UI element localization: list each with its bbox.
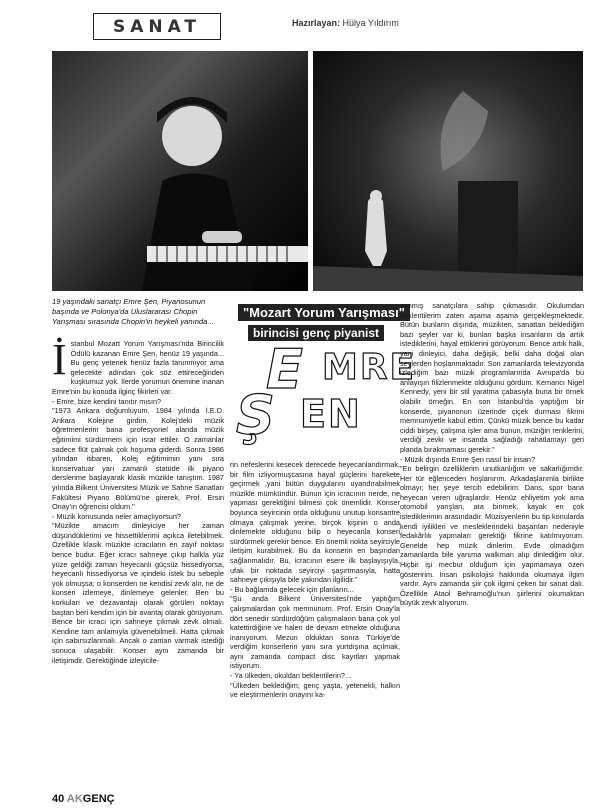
answer-2: "Müzikte amacım dinleyiciye her zaman düşündüklerimi ve hissettiklerimi açıkca iletebilmek. Özellikle klasik müzikte icracıların en zayıf noktası bence budur. Eğer icracı sahneye çıkıp halkla yüz yüze geldiği zaman heyecanlı güçsüz hissediyorsa, heyecanlı hissediyorsa ve içindeki istek bu sebeple yok olmuşsa; o konserden ne kendisi zevk alır, ne de konseri izlemeye, dinlemeye gelenler. Ben bu korkuları ve dezavantajı olarak görülen noktayı baştan beri kendim için bir avantaj olarak görüyorum. Bence bir icracı için sahneye çıkmak zevk olmalı. Kendine tam anlamıyla güvenebilmeli. Hatta çıkmak için sabırsızlanmalı. Ancak o zaman varmak istediği sonuca ulaşabilir. Konser aynı zamanda bir iletişimdir. Gerektiğinde izleyicile- <box>52 521 224 665</box>
article-column-3 <box>400 301 584 608</box>
byline <box>292 18 399 28</box>
answer-1: "1973 Ankara doğumluyum. 1984 yılında İ.E.D. Ankara Kolejine girdim. Kolej'deki müzik öğretmenlerim bana profesyonel alanda müzik eğitimimi sürdürmem için ısrar ettiler. O zamanlar sadece flüt çalmak çok hoşuma giderdi. Sonra 1986 yılından itibaren, Kolej eğitimimin yanı sıra konservatuar yarı zamanlı statüde ilk piyano derslerime başlayarak klasik müzikle tanıştım. 1987 yılında Bilkent Üniversitesi Müzik ve Sahne Sanatları Fakültesi Piyano Bölümü'ne girerek, Prof. Ersin Onay'ın öğrencisi oldum." <box>52 406 224 512</box>
title-line-2: birincisi genç piyanist <box>248 325 384 341</box>
question-2: - Müzik konusunda neler amaçlıyorsun? <box>52 511 181 521</box>
drop-cap: İ <box>52 335 67 384</box>
name-initial-2: Ş <box>236 384 275 447</box>
article-title <box>230 302 418 447</box>
question-4: - Ya ülkeden, okuldan beklentilerin?... <box>230 671 352 681</box>
photo-pianist <box>52 51 308 291</box>
name-rest-1: MRE <box>322 347 417 388</box>
section-title: SANAT <box>112 16 202 37</box>
page-footer <box>52 793 115 805</box>
question-5: - Müzik dışında Emre Şen nasıl bir insan? <box>400 454 536 464</box>
answer-4-cont: zanmış sanatçılara sahip çıkmasıdır. Okulumdan beklentilerim zaten aşama aşama gerçekleşmektedir. Bütün bunların dışında, müzikten, sanattan beklediğim bazı şeyler var ki, bunları başka insanların da artık istediklerini, hayal ettiklerini görüyorum. Bence artık halk, yani dinleyici, daha değişik, belki daha doğal olan seylerden hoşlanmaktadır. Son zamanlarda televizyonda izlediğim bazı müzik programlarında Avrupa'da bu anlayışın filizlenmekte olduğunu gördüm. Kemancı Nigel Kennedy, yeni bir stil yaratma çabasıyla buna bir örnek olabilir örneğin. En son İstanbul'da yaptığım bir konserde, piyanonun üzerinde çiçek durması fikrini memnuniyetle kabul ettim. Çünkü müzik bence bu kadar ciddi birşey, çalışma işler ama bunun, müziğin renklerini, verdiği zevki ve insanda sağladığı rahatlamayı geri planda bırakmaması gerekir." <box>400 301 584 454</box>
statue-illustration <box>313 51 583 291</box>
answer-3: "Şu anda Bilkent Üniversitesi'nde yaptığım çalışmalardan çok memnunum. Prof. Ersin Onay'la dört senedir sürdürdüğüm çalışmaların bana çok yol katettirdiğine ve halen de devam etmekte olduğuna inanıyorum. Mezun olduktan sonra Türkiye'de verdiğim konserlerin yanı sıra yurtdışına açılmak, aynı zamanda compact disc kayıtları yapmak istiyorum. <box>230 594 400 671</box>
name-initial-1: E <box>266 338 303 401</box>
pianist-illustration <box>52 51 308 291</box>
answer-5: "En belirgin özelliklerim unutkanlığım ve sakarlığımdır. Her tür eğlenceden hoşlanırım. Arkadaşlarımla birlikte olmayı; her şeye tercih edebilirim. Dans, spor bana heyecan veren uğraşlardır. Henüz ehliyetim yok ama otomobil yarışları, ata binmek, kayak en çok istediklerimin arasındadır. Müzisyenlerin bu tip konularda kendi iyilikleri ve mesleklerindeki başarıları nedeniyle fedakârlık yapmaları gerektiği fikrine katılmıyorum. Genelde hep müzik dinlerim. Evde olmadığım zamanlarda bile yanıma walkman alıp dinlediğim olur. Hiçbir işi mecbur olduğum için yapmamaya özen gösteririm. İnsan psikolojisi hakkında okumaya ilgim vardır. Aynı zamanda şiir çok ilgimi çeken bir sanat dalı. Özellikle Ataol Behramoğlu'nun şiirlerini okumaktan büyük zevk alıyorum. <box>400 464 584 608</box>
brand-genc: GENÇ <box>82 793 115 805</box>
article-column-2 <box>230 460 400 700</box>
photo-chopin-statue <box>313 51 583 291</box>
answer-4: "Ülkeden beklediğim; genç yaşta, yetenekli, halkın ve eleştirmenlerin onayını ka- <box>230 680 400 700</box>
intro-text: stanbul Mozart Yorum Yarışması'nda Birincilik Ödülü kazanan Emre Şen, henüz 19 yaşında... Bu genç yetenek henüz fazla tanınmıyor ama gelecekte adından çok söz ettireceğinden kuşkumuz yok. İlerde yorumun önemine inanan Emre'nin bu konuda ilginç fikirleri var. <box>52 339 224 396</box>
section-header <box>93 13 221 40</box>
brand-ak: AK <box>66 793 83 805</box>
photo-caption: 19 yaşındaki sanatçı Emre Şen, Piyanosunun başında ve Polonya'da Uluslararası Chopin Yarışması sırasında Chopin'in heykeli yanında... <box>52 297 214 326</box>
answer-2-cont: rin nefeslerini kesecek derecede heyecanlandırmak, bir film izliyormuşcasına hayal güçlerini harekete geçirmek ,yani bütün duygularını uyandırabilmek müzikle mümkündür. Bunun için icracının nerde, ne yapması gerektiğini bilmesi çok önemlidir. Konser boyunca seyircinin orda olduğunu unutup konsantre olmaya çalışmak yerine, birçok kişinin o anda dinlemekte olduğunu bilip o heyecanla konseri sürdürmek gerekir bence. En önemli nokta seyirciyle iletişim kurabilmek. Bu da konserin en başından sağlanmalıdır. Bu, icracının esere ilk başlayışıyla, ufak bir noktada seyirciyi şaşırtmasıyla, hatta sahneye çıkışıyla bile yakından ilgilidir." <box>230 460 400 585</box>
page-number: 40 <box>52 793 65 805</box>
name-rest-2: EN <box>300 392 362 436</box>
question-1: - Emre, bize kendini tanıtır mısın? <box>52 396 162 406</box>
question-3: - Bu bağlamda gelecek için planların... <box>230 584 354 594</box>
byline-name: Hülya Yıldırım <box>342 18 399 28</box>
byline-label: Hazırlayan: <box>292 18 341 28</box>
title-line-1: "Mozart Yorum Yarışması" <box>238 304 410 321</box>
article-column-1 <box>52 335 224 665</box>
